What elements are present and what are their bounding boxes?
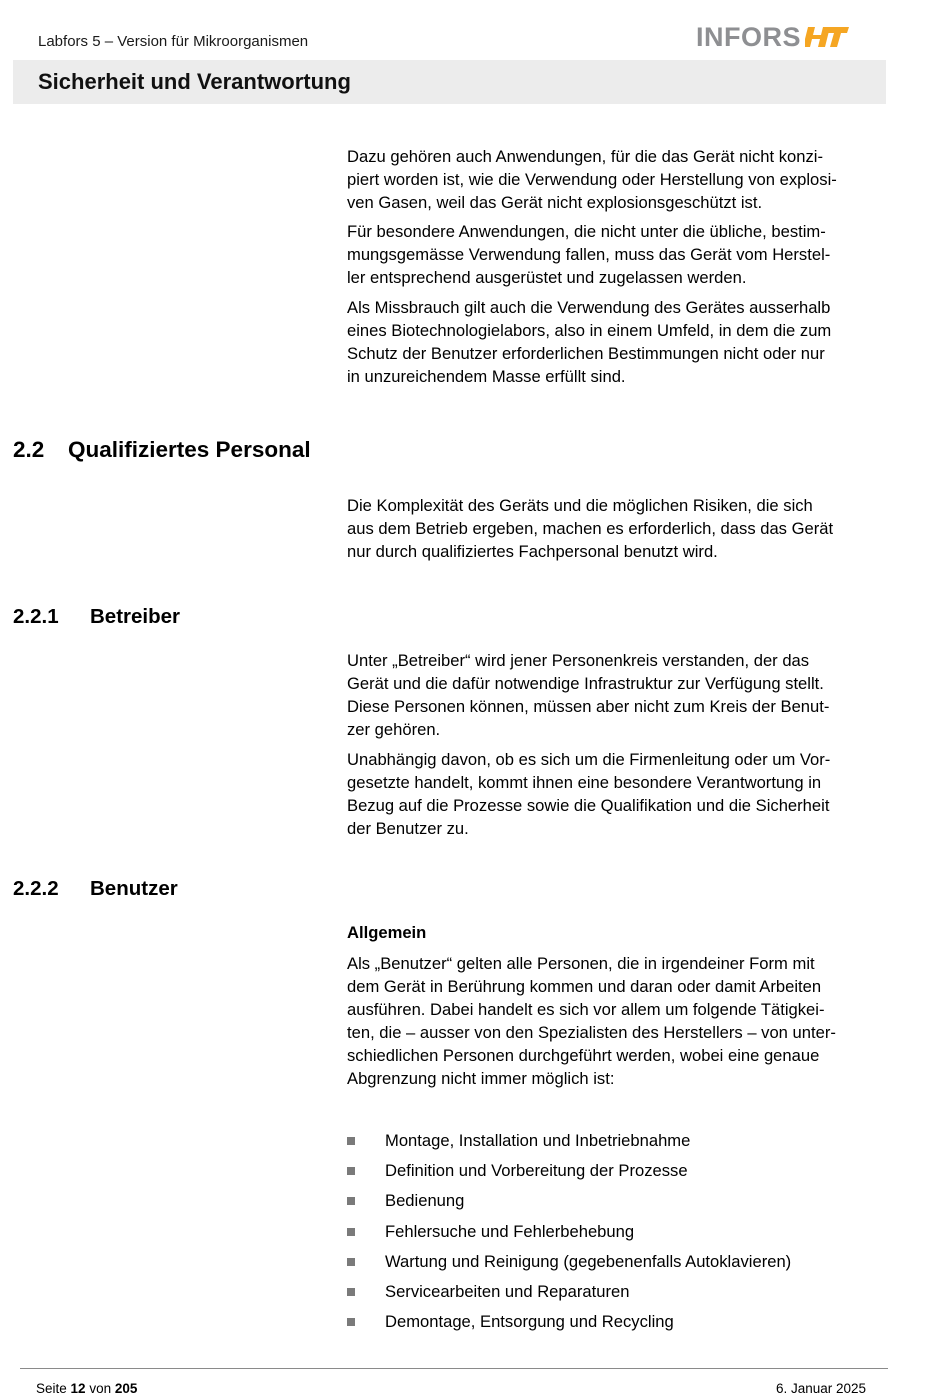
text-line: in unzureichendem Masse erfüllt sind. <box>347 367 626 386</box>
qualified-staff-paragraph <box>347 494 887 563</box>
subheading-allgemein: Allgemein <box>347 923 427 942</box>
square-bullet-icon <box>347 1318 355 1326</box>
square-bullet-icon <box>347 1197 355 1205</box>
document-date: 6. Januar 2025 <box>776 1381 867 1396</box>
text-line: Unabhängig davon, ob es sich um die Firmenleitung oder um Vor- <box>347 750 831 769</box>
text-line: eines Biotechnologielabors, also in einem Umfeld, in dem die zum <box>347 321 832 340</box>
text-line: Als Missbrauch gilt auch die Verwendung des Gerätes ausserhalb <box>347 298 831 317</box>
list-item <box>347 1217 791 1247</box>
logo-wordmark: INFORS <box>696 22 802 52</box>
square-bullet-icon <box>347 1167 355 1175</box>
text-line: aus dem Betrieb ergeben, machen es erforderlich, dass das Gerät <box>347 519 834 538</box>
text-line: mungsgemässe Verwendung fallen, muss das Gerät vom Herstel- <box>347 245 831 264</box>
text-line: zer gehören. <box>347 720 441 739</box>
list-item <box>347 1186 791 1216</box>
square-bullet-icon <box>347 1258 355 1266</box>
list-item <box>347 1156 791 1186</box>
list-item-text: Fehlersuche und Fehlerbehebung <box>385 1221 635 1241</box>
list-item-text: Wartung und Reinigung (gegebenenfalls Autoklavieren) <box>385 1251 792 1271</box>
list-item <box>347 1307 791 1337</box>
text-line: Bezug auf die Prozesse sowie die Qualifikation und die Sicherheit <box>347 796 830 815</box>
text-line: Unter „Betreiber“ wird jener Personenkreis verstanden, der das <box>347 651 810 670</box>
heading-number: 2.2.2 <box>13 877 59 900</box>
text-line: Gerät und die dafür notwendige Infrastruktur zur Verfügung stellt. <box>347 674 824 693</box>
list-item-text: Servicearbeiten und Reparaturen <box>385 1282 630 1302</box>
text-line: nur durch qualifiziertes Fachpersonal benutzt wird. <box>347 542 718 561</box>
square-bullet-icon <box>347 1288 355 1296</box>
text-line: Abgrenzung nicht immer möglich ist: <box>347 1069 615 1088</box>
text-line: ven Gasen, weil das Gerät nicht explosionsgeschützt ist. <box>347 193 763 212</box>
heading-title: Betreiber <box>90 605 181 628</box>
list-item <box>347 1247 791 1277</box>
operator-paragraph-2 <box>347 748 887 840</box>
text-line: ten, die – ausser von den Spezialisten des Herstellers – von unter- <box>347 1023 836 1042</box>
list-item-text: Bedienung <box>385 1191 465 1211</box>
text-line: Für besondere Anwendungen, die nicht unter die übliche, bestim- <box>347 222 826 241</box>
heading-2-2 <box>13 436 311 464</box>
user-activities-list <box>347 1126 791 1337</box>
section-title: Sicherheit und Verantwortung <box>38 69 351 94</box>
page-current: 12 <box>70 1381 86 1396</box>
heading-2-2-1 <box>13 604 180 630</box>
section-header-band <box>13 60 886 104</box>
page-mid: von <box>85 1381 115 1396</box>
list-item <box>347 1126 791 1156</box>
heading-title: Benutzer <box>90 877 178 900</box>
text-line: Schutz der Benutzer erforderlichen Bestimmungen nicht oder nur <box>347 344 825 363</box>
user-paragraph <box>347 952 887 1090</box>
infors-ht-logo <box>696 22 849 52</box>
text-line: Dazu gehören auch Anwendungen, für die das Gerät nicht konzi- <box>347 147 823 166</box>
intro-paragraph-3 <box>347 296 887 388</box>
square-bullet-icon <box>347 1137 355 1145</box>
list-item <box>347 1277 791 1307</box>
ht-logo-icon <box>805 25 849 49</box>
text-line: der Benutzer zu. <box>347 819 469 838</box>
text-line: gesetzte handelt, kommt ihnen eine besondere Verantwortung in <box>347 773 822 792</box>
document-title: Labfors 5 – Version für Mikroorganismen <box>38 33 309 50</box>
heading-number: 2.2 <box>13 437 45 462</box>
text-line: ler entsprechend ausgerüstet und zugelassen werden. <box>347 268 747 287</box>
page-number <box>36 1381 137 1396</box>
heading-2-2-2 <box>13 876 178 902</box>
square-bullet-icon <box>347 1228 355 1236</box>
page-prefix: Seite <box>36 1381 71 1396</box>
text-line: piert worden ist, wie die Verwendung oder Herstellung von explosi- <box>347 170 837 189</box>
heading-number: 2.2.1 <box>13 605 59 628</box>
operator-paragraph-1 <box>347 649 887 741</box>
text-line: Diese Personen können, müssen aber nicht zum Kreis der Benut- <box>347 697 830 716</box>
list-item-text: Definition und Vorbereitung der Prozesse <box>385 1161 688 1181</box>
text-line: schiedlichen Personen durchgeführt werden, wobei eine genaue <box>347 1046 820 1065</box>
intro-paragraph-2 <box>347 220 887 289</box>
text-line: dem Gerät in Berührung kommen und daran oder damit Arbeiten <box>347 977 822 996</box>
list-item-text: Demontage, Entsorgung und Recycling <box>385 1312 674 1332</box>
list-item-text: Montage, Installation und Inbetriebnahme <box>385 1131 691 1151</box>
text-line: Die Komplexität des Geräts und die möglichen Risiken, die sich <box>347 496 813 515</box>
intro-paragraph-1 <box>347 145 887 214</box>
footer-divider <box>20 1368 888 1369</box>
heading-title: Qualifiziertes Personal <box>68 437 311 462</box>
page-total: 205 <box>114 1381 138 1396</box>
text-line: ausführen. Dabei handelt es sich vor allem um folgende Tätigkei- <box>347 1000 825 1019</box>
text-line: Als „Benutzer“ gelten alle Personen, die in irgendeiner Form mit <box>347 954 815 973</box>
